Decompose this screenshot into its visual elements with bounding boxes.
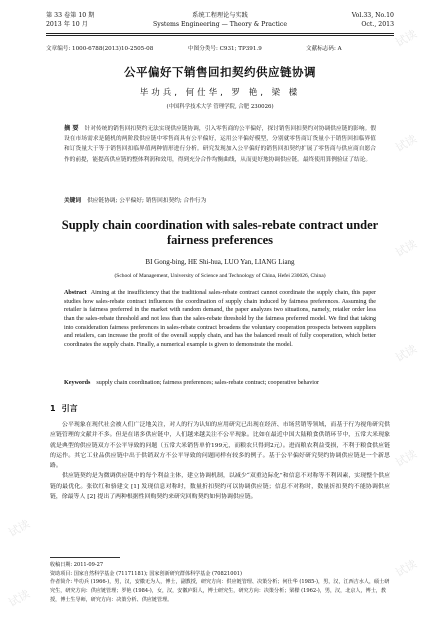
abstract-cn-text: 针对传统的销售回扣契约无法实现供应链协调，引入零售商的公平偏好，探讨销售回扣契约对协调供应链的影响。假设在市场需求是随机的两阶段供应链中零售商具有公平偏好，运用公平偏好模型，分别就零售商订货量小于销售回扣临界值和订货量大于等于销售回扣临界值两种情形进行分析。研究发现加入公平偏好的销售回扣契约扩展了零售商与供应商自愿合作的前提，能提高供应链的整体利润和效用，得到充分合作均衡曲线，从而更好地协调供应链。最终使用算例验证了结论。 <box>64 126 376 163</box>
watermark: 试读 <box>393 447 420 470</box>
section-heading <box>50 403 78 414</box>
section-number: 1 <box>50 404 56 413</box>
abstract-english <box>64 289 376 350</box>
watermark: 试读 <box>6 587 33 610</box>
keywords-cn-label: 关键词 <box>64 198 82 204</box>
article-meta <box>46 44 394 52</box>
title-chinese: 公平偏好下销售回扣契约供应链协调 <box>124 65 316 79</box>
abstract-chinese <box>64 124 376 165</box>
body-text <box>50 420 390 502</box>
keywords-english <box>64 379 376 388</box>
watermark: 试读 <box>393 132 420 155</box>
header-journal-cn: 系统工程理论与实践 <box>192 12 248 19</box>
footnotes <box>50 561 390 605</box>
abstract-en-label: Abstract <box>64 290 87 296</box>
title-english: Supply chain coordination with sales-rebate contract under fairness preferences <box>61 218 379 247</box>
watermark: 试读 <box>393 27 420 50</box>
keywords-chinese <box>64 197 376 206</box>
keywords-en-text: supply chain coordination; fairness preferences; sales-rebate contract; cooperative behavior <box>96 380 320 386</box>
footnote-author-intro: 作者简介: 毕功兵 (1966-)，男，汉，安徽无为人，博士，副教授，研究方向：供应链管理、决策分析；何仕华 (1985-)，男，汉，江西吉水人，硕士研究生，研究方向：供应链管理；罗艳 (1984-)，女，汉，安徽庐阳人，博士研究生，研究方向：决策分析；梁樑 (1962-)，男，汉，北京人，博士，教授，博士生导师，研究方向：决策分析、供应链管理。 <box>50 579 390 603</box>
watermark: 试读 <box>393 557 420 580</box>
affiliation-chinese: (中国科学技术大学 管理学院, 合肥 230026) <box>166 104 274 110</box>
affiliation-english: (School of Management, University of Science and Technology of China, Hefei 230026, China) <box>114 273 326 279</box>
header-rule-thin <box>46 35 394 36</box>
header-rule <box>46 33 394 34</box>
header-date-en: Oct., 2013 <box>361 21 394 28</box>
abstract-cn-label: 摘 要 <box>64 125 79 132</box>
footnote-rule <box>50 557 120 558</box>
footnote-fund: 资助项目: 国家自然科学基金 (71171181); 国家创新研究群体科学基金 (70821001) <box>50 570 242 577</box>
body-paragraph: 公平现象在现代社会被人们广泛地关注，对人的行为认知的应用研究已出现在经济、市场营销等领域，而基于行为视角研究供应链管理的文献并不多。但是在诸多供应链中，人们越来越关注不公平现象。比如在最近中国大陆粮食供销环节中，五常大米现象就是典型的供应链双方不公平导致的问题（五常大米销售单价199元，而粮农只得到2元）。进而粮农利益受损，不利于粮食供应链的运作。其它工业品供应链中出于供销双方不公平导致的问题同样有较多的例子。基于公平偏好研究契约协调供应链是一个新思路。 <box>50 422 390 470</box>
footnote-received: 收稿日期: 2011-09-27 <box>50 562 104 568</box>
keywords-en-label: Keywords <box>64 380 91 386</box>
watermark: 试读 <box>393 342 420 365</box>
header-volume-cn: 第 33 卷第 10 期 <box>46 12 95 19</box>
section-title: 引言 <box>61 404 78 413</box>
header-date-cn: 2013 年 10 月 <box>46 21 88 28</box>
body-paragraph: 供应链契约是为微调供应链中的每个利益主体，建立协调机制，以减少“双重边际化”和信息不对称等不利因素，实现整个供应链的最优化。张钦红和骆建文 [1] 发现信息对称时，数量折扣契约可以协调供应链；信息不对称时，数量折扣契约不能协调供应链，徐最等人 [2] 提出了两种根据性回购契约来研究回购契约如何协调供应链。 <box>50 473 390 501</box>
abstract-en-text: Aiming at the insufficiency that the traditional sales-rebate contract cannot coordinate the supply chain, this paper studies how sales-rebate contract influences the coordination of supply chain induced by fairness preferences. Assuming the retailer is fairness preferred in the market with random demand, the paper analyzes two situations, namely, retailer order less than the sales-rebate threshold and not less than the sales-rebate threshold by the fairness preferred model. We find that taking into consideration fairness preferences in sales-rebate contract broadens the voluntary cooperation prospects between suppliers and retailers, can increase the profit of the overall supply chain, and has the balanced result of fully cooperation, which better coordinates the supply chain. Finally, a numerical example is given to demonstrate the model. <box>64 290 376 348</box>
watermark: 试读 <box>393 237 420 260</box>
authors-english: BI Gong-bing, HE Shi-hua, LUO Yan, LIANG Liang <box>145 258 295 266</box>
article-id: 文章编号: 1000-6788(2013)10-2505-08 <box>46 46 154 52</box>
running-header <box>46 12 394 30</box>
watermark: 试读 <box>6 517 33 540</box>
clc-number: 中图分类号: C931; TP391.9 <box>188 46 262 52</box>
header-volume-en: Vol.33, No.10 <box>351 12 394 19</box>
header-journal-en: Systems Engineering — Theory & Practice <box>152 21 288 28</box>
keywords-cn-text: 供应链协调; 公平偏好; 销售回扣契约; 合作行为 <box>87 198 207 204</box>
document-code: 文献标志码: A <box>306 46 342 52</box>
authors-chinese: 毕功兵, 何仕华, 罗 艳, 梁 樑 <box>139 88 301 98</box>
